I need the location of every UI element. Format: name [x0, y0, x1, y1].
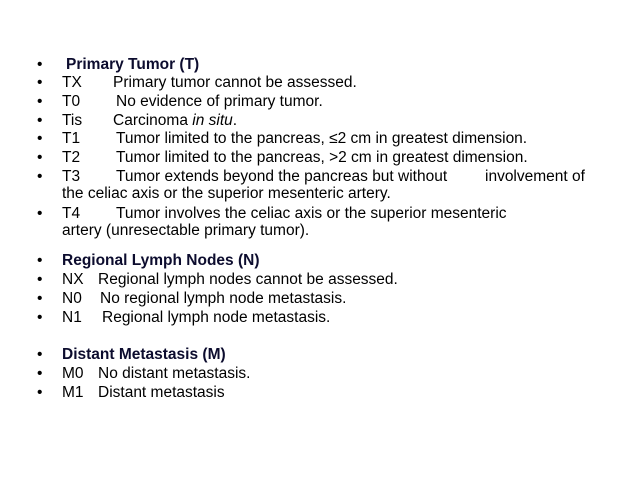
stage-code: T1 [62, 130, 81, 147]
list-item-t3 [0, 168, 638, 204]
stage-description-wrap: the celiac axis or the superior mesenteric artery. [62, 185, 391, 202]
stage-description-continued: involvement of [485, 168, 585, 185]
bullet-icon: • [37, 56, 43, 73]
description-text: Carcinoma [113, 112, 188, 129]
stage-description: Tumor extends beyond the pancreas but without [116, 168, 448, 185]
bullet-icon: • [37, 93, 43, 110]
stage-code: T3 [62, 168, 81, 185]
stage-description: No evidence of primary tumor. [116, 93, 323, 110]
stage-description: Primary tumor cannot be assessed. [113, 74, 357, 91]
stage-code: T2 [62, 149, 81, 166]
stage-description: Tumor limited to the pancreas, ≤2 cm in greatest dimension. [116, 130, 528, 147]
bullet-icon: • [37, 130, 43, 147]
stage-code: M0 [62, 365, 84, 382]
stage-code: NX [62, 271, 84, 288]
bullet-icon: • [37, 74, 43, 91]
bullet-icon: • [37, 252, 43, 269]
bullet-icon: • [37, 205, 43, 222]
stage-description: Regional lymph nodes cannot be assessed. [98, 271, 398, 288]
bullet-icon: • [37, 365, 43, 382]
stage-description-wrap: artery (unresectable primary tumor). [62, 222, 310, 239]
stage-code: N1 [62, 309, 82, 326]
bullet-icon: • [37, 384, 43, 401]
stage-code: T4 [62, 205, 81, 222]
section-heading-primary-tumor: Primary Tumor (T) [66, 56, 200, 73]
stage-code: Tis [62, 112, 83, 129]
section-heading-lymph-nodes: Regional Lymph Nodes (N) [62, 252, 260, 269]
stage-description: Tumor involves the celiac axis or the superior mesenteric [116, 205, 507, 222]
stage-description: Tumor limited to the pancreas, >2 cm in greatest dimension. [116, 149, 528, 166]
section-heading-distant-metastasis: Distant Metastasis (M) [62, 346, 226, 363]
bullet-icon: • [37, 271, 43, 288]
stage-description: No distant metastasis. [98, 365, 251, 382]
stage-description: No regional lymph node metastasis. [100, 290, 347, 307]
stage-code: TX [62, 74, 82, 91]
bullet-icon: • [37, 112, 43, 129]
description-suffix: . [232, 112, 238, 129]
list-item-t4 [0, 205, 638, 241]
bullet-icon: • [37, 309, 43, 326]
description-italic: in situ [192, 112, 233, 129]
bullet-icon: • [37, 346, 43, 363]
bullet-icon: • [37, 290, 43, 307]
bullet-icon: • [37, 168, 43, 185]
stage-code: N0 [62, 290, 82, 307]
stage-code: M1 [62, 384, 84, 401]
stage-description: Regional lymph node metastasis. [102, 309, 331, 326]
stage-description [113, 112, 237, 130]
stage-code: T0 [62, 93, 81, 110]
bullet-icon: • [37, 149, 43, 166]
stage-description: Distant metastasis [98, 384, 225, 401]
